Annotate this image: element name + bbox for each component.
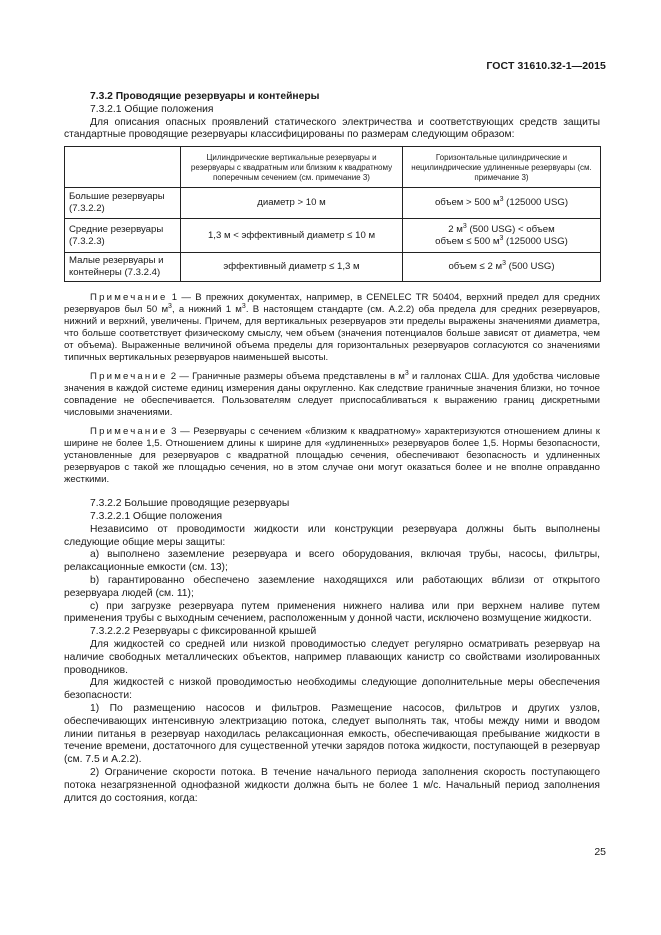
table-header-horizontal: Горизонтальные цилиндрические и нецилиндрические удлиненные резервуары (см. примечание 3) [403,147,601,188]
standard-header: ГОСТ 31610.32-1—2015 [486,60,606,72]
paragraph: 2) Ограничение скорости потока. В течение начального периода заполнения скорость поступающего потока незагрязненной однофазной жидкости должна быть не более 1 м/с. Начальный период заполнения длится до состояния, когда: [64,766,600,804]
row-vertical-value: эффективный диаметр ≤ 1,3 м [181,253,403,282]
paragraph: Для жидкостей со средней или низкой проводимостью следует регулярно осматривать резервуар на наличие свободных металлических объектов, например плавающих канистр со свойствами изолированных проводников. [64,638,600,676]
row-vertical-value: диаметр > 10 м [181,188,403,219]
row-label: Малые резервуары и контейнеры (7.3.2.4) [65,253,181,282]
subsection-heading: 7.3.2.2 Большие проводящие резервуары [90,498,290,510]
subsection-heading: 7.3.2.1 Общие положения [90,103,214,115]
table-header-empty [65,147,181,188]
table-row [65,253,601,282]
note-3: Примечание 3 — Резервуары с сечением «близким к квадратному» характеризуются отношением длины к ширине не более 1,5. Отношением длины к ширине для «удлиненных» резервуаров более 1,5. Нормы безопасности, установленные для резервуаров с квадратной площадью сечения, обеспечивают безопасность и удлиненных резервуаров с такой же площадью сечения, но в этом случае они могут оказаться более и не вполне оправданно жесткими. [64,426,600,486]
table-row [65,188,601,219]
list-item: а) выполнено заземление резервуара и всего оборудования, включая трубы, насосы, фильтры, релаксационные емкости (см. 13); [64,549,600,574]
paragraph: Независимо от проводимости жидкости или конструкции резервуара должны быть выполнены следующие общие меры защиты: [64,523,600,548]
row-horizontal-value: 2 $м^3$ (500 USG) < объем объем ≤ 500 $м^3$ (125000 USG) [403,219,601,253]
paragraph: Для жидкостей с низкой проводимостью необходимы следующие дополнительные меры обеспечения безопасности: [64,677,600,702]
note-1: Примечание 1 — В прежних документах, например, в CENELEC TR 50404, верхний предел для средних резервуаров был 50 $м^3$, а нижний 1 $м^3$. В настоящем стандарте (см. А.2.2) оба предела для средних резервуаров, нижний и верхний, увеличены. Причем, для вертикальных резервуаров эти пределы выражены значениями диаметра, что больше соответствует физическому смыслу, чем объем (значения потенциалов больше зависят от диаметра, чем от объема). Выраженные величиной объема пределы для горизонтальных резервуаров согласуются со значениями типичных вертикальных резервуаров наименьшей высоты. [64,292,600,364]
row-vertical-value: 1,3 м < эффективный диаметр ≤ 10 м [181,219,403,253]
note-2: Примечание 2 — Граничные размеры объема представлены в $м^3$ и галлонах США. Для удобства числовые значения в каждой системе единиц измерения даны округленно. Как следствие граничные значения близки, но точное совпадение не обеспечивается. Пользователям следует приспосабливаться к выражению границ дискретными числовыми значениями. [64,370,600,419]
row-label: Большие резервуары (7.3.2.2) [65,188,181,219]
page-content [64,91,600,805]
table-row [65,219,601,253]
table-header-row [65,147,601,188]
row-label: Средние резервуары (7.3.2.3) [65,219,181,253]
page-number: 25 [594,846,606,858]
paragraph: 1) По размещению насосов и фильтров. Размещение насосов, фильтров и других узлов, обеспечивающих интенсивную электризацию потока, следует выполнять так, чтобы между ними и вводом линии питанья в резервуар находилась релаксационная емкость, обеспечивающая пребывание жидкости в течение времени, достаточного для существенной утечки зарядов потока жидкости, поступающей в резервуар (см. 7.5 и А.2.2). [64,702,600,766]
intro-paragraph: Для описания опасных проявлений статического электричества и соответствующих средств защиты стандартные проводящие резервуары классифицированы по размерам следующим образом: [64,116,600,141]
subsection-heading: 7.3.2.2.1 Общие положения [90,510,223,522]
table-header-vertical: Цилиндрические вертикальные резервуары и резервуары с квадратным или близким к квадратному поперечным сечением (см. примечание 3) [181,147,403,188]
list-item: b) гарантированно обеспечено заземление находящихся или работающих вблизи от открытого резервуара людей (см. 11); [64,574,600,599]
row-horizontal-value: объем > 500 $м^3$ (125000 USG) [403,188,601,219]
tank-classification-table [64,146,601,282]
row-horizontal-value: объем ≤ 2 $м^3$ (500 USG) [403,253,601,282]
section-heading: 7.3.2 Проводящие резервуары и контейнеры [90,91,320,102]
subsection-heading: 7.3.2.2.2 Резервуары с фиксированной крышей [90,626,317,638]
list-item: с) при загрузке резервуара путем применения нижнего налива или при верхнем наливе путем применения трубы с выходным сечением, расположенным у донной части, исключено возмущение жидкости. [64,600,600,625]
